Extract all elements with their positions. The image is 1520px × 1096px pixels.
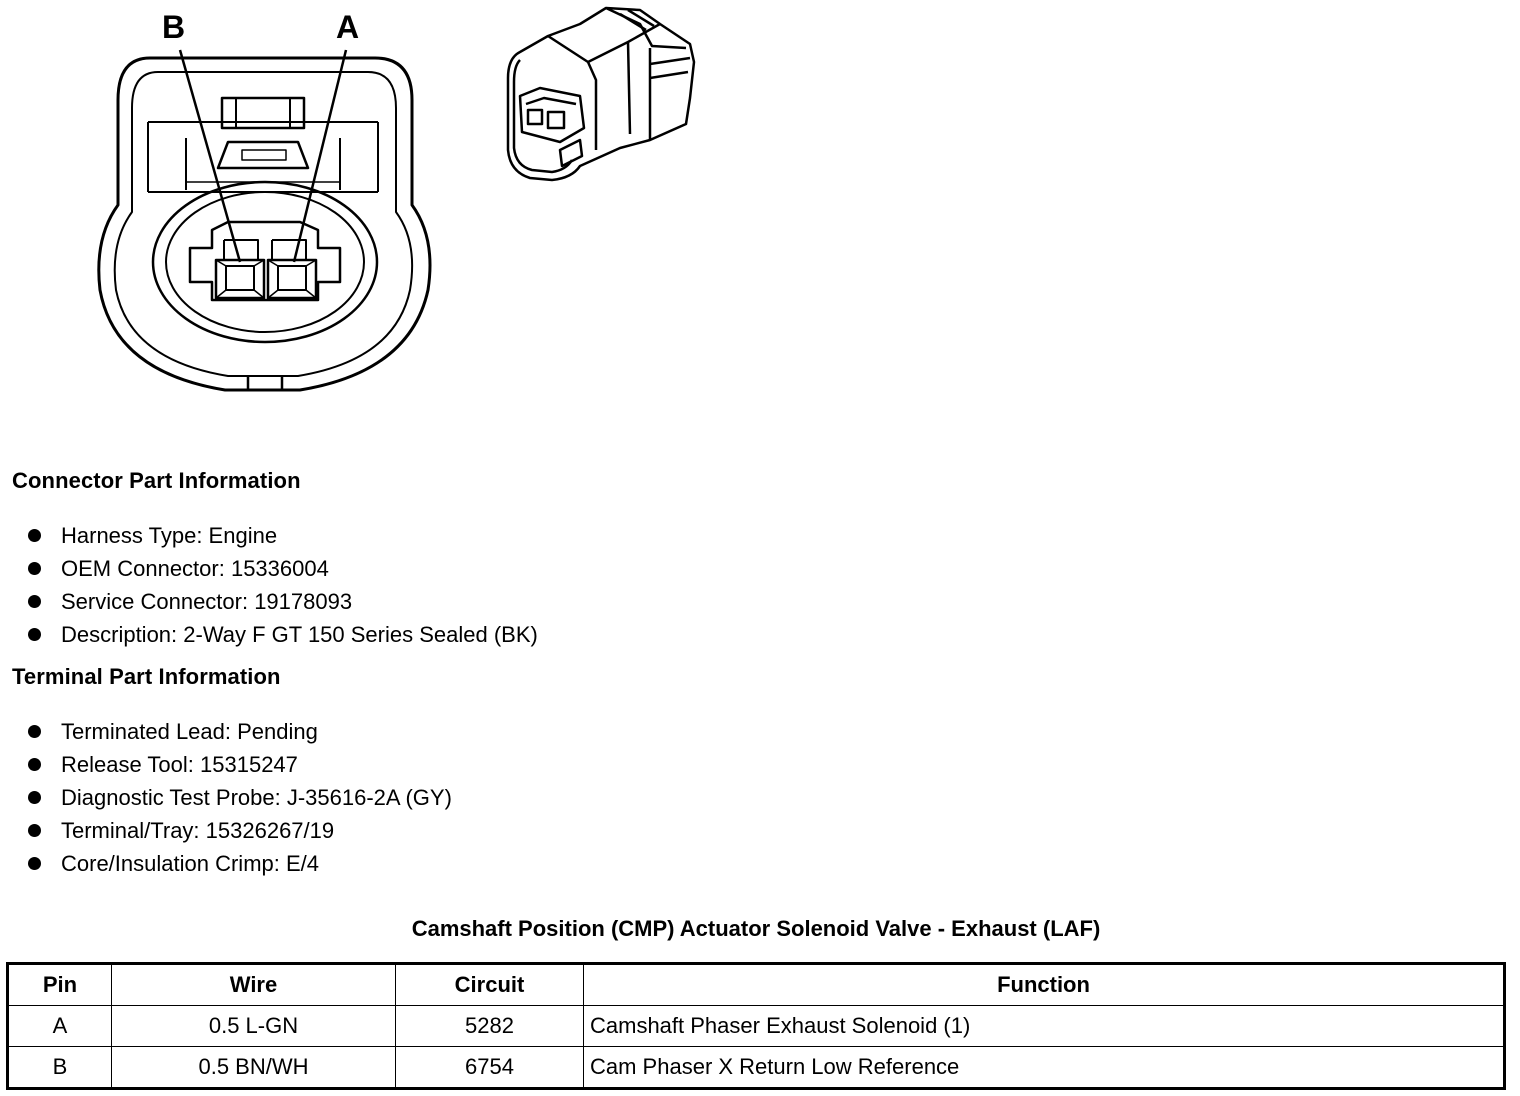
list-item: Core/Insulation Crimp: E/4 [28, 847, 452, 880]
list-item: Release Tool: 15315247 [28, 748, 452, 781]
bullet-icon [28, 824, 41, 837]
cell-circuit: 6754 [396, 1047, 584, 1089]
header-circuit: Circuit [396, 964, 584, 1006]
pinout-table [6, 962, 1506, 1090]
cell-function: Camshaft Phaser Exhaust Solenoid (1) [584, 1006, 1505, 1047]
table-row [8, 1047, 1505, 1089]
pin-label-a: A [336, 9, 360, 45]
cell-wire: 0.5 BN/WH [112, 1047, 396, 1089]
header-pin: Pin [8, 964, 112, 1006]
bullet-icon [28, 857, 41, 870]
list-item: Description: 2-Way F GT 150 Series Sealed (BK) [28, 618, 538, 651]
header-function: Function [584, 964, 1505, 1006]
connector-3d-view [508, 8, 694, 180]
connector-diagram [0, 0, 720, 410]
pin-label-b: B [162, 9, 186, 45]
cell-wire: 0.5 L-GN [112, 1006, 396, 1047]
list-item: Service Connector: 19178093 [28, 585, 538, 618]
pinout-table-title: Camshaft Position (CMP) Actuator Solenoid Valve - Exhaust (LAF) [411, 916, 1101, 941]
cell-pin: A [8, 1006, 112, 1047]
header-wire: Wire [112, 964, 396, 1006]
connector-part-info-list [28, 519, 538, 651]
bullet-icon [28, 562, 41, 575]
list-item: Terminated Lead: Pending [28, 715, 452, 748]
list-item: Terminal/Tray: 15326267/19 [28, 814, 452, 847]
bullet-icon [28, 628, 41, 641]
terminal-part-info-heading: Terminal Part Information [12, 664, 281, 689]
list-item: Harness Type: Engine [28, 519, 538, 552]
bullet-icon [28, 791, 41, 804]
table-row [8, 1006, 1505, 1047]
cell-pin: B [8, 1047, 112, 1089]
bullet-icon [28, 758, 41, 771]
cell-function: Cam Phaser X Return Low Reference [584, 1047, 1505, 1089]
bullet-icon [28, 529, 41, 542]
list-item: Diagnostic Test Probe: J-35616-2A (GY) [28, 781, 452, 814]
connector-part-info-heading: Connector Part Information [12, 468, 301, 493]
cell-circuit: 5282 [396, 1006, 584, 1047]
bullet-icon [28, 595, 41, 608]
terminal-part-info-list [28, 715, 452, 880]
list-item: OEM Connector: 15336004 [28, 552, 538, 585]
bullet-icon [28, 725, 41, 738]
table-header-row [8, 964, 1505, 1006]
